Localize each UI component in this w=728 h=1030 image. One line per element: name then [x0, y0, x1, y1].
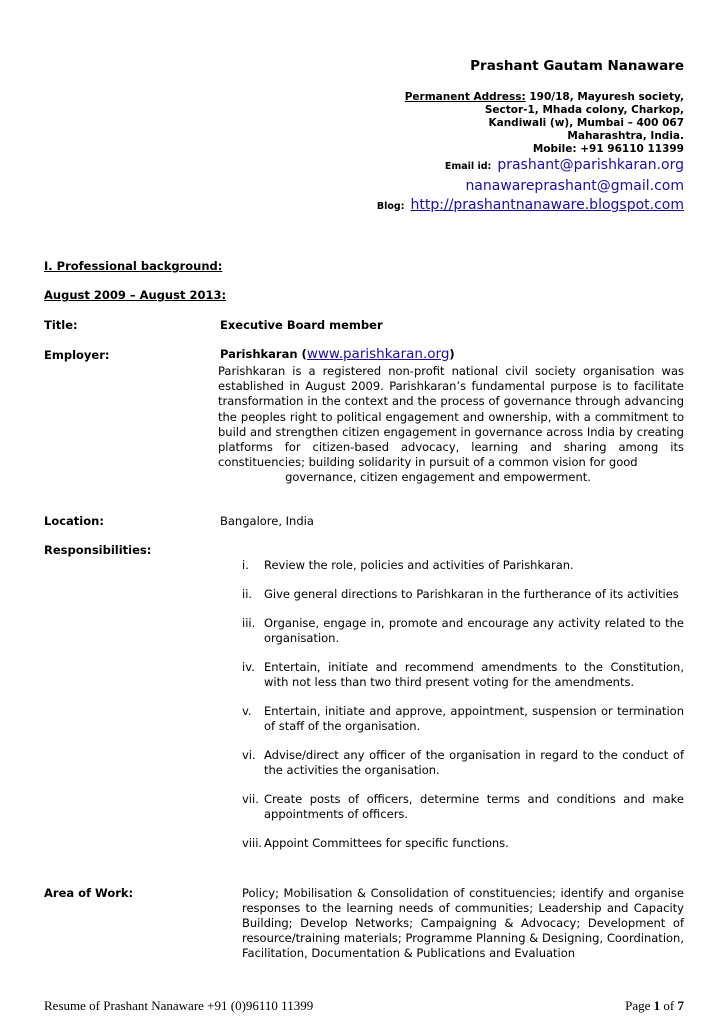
resume-header: [300, 58, 684, 215]
email-row: [300, 156, 684, 175]
responsibilities-list: [242, 558, 684, 865]
list-item-text: Organise, engage in, promote and encourage any activity related to the organisation.: [264, 616, 684, 645]
candidate-name: Prashant Gautam Nanaware: [470, 58, 684, 74]
employer-description-last-line: governance, citizen engagement and empowerment.: [285, 470, 591, 485]
address-text-1: 190/18, Mayuresh society,: [529, 91, 684, 103]
blog-row: [300, 196, 684, 215]
title-label: Title:: [44, 318, 78, 332]
list-item-number: v.: [242, 704, 252, 718]
title-value: Executive Board member: [220, 318, 383, 332]
list-item: [242, 587, 684, 602]
employer-description-text: Parishkaran is a registered non-profit national civil society organisation was established in August 2009. Parishkaran’s fundamental purpose is to facilitate transformation in the context and the process of governance through advancing the peoples right to political engagement and ownership, with a commitment to build and strengthen citizen engagement in governance across India by creating platforms for citizen-based advocacy, learning and sharing among its constituencies; building solidarity in pursuit of a common vision for good: [218, 364, 684, 470]
blog-link[interactable]: http://prashantnanaware.blogspot.com: [410, 197, 684, 213]
list-item-text: Advise/direct any officer of the organisation in regard to the conduct of the activities the organisation.: [264, 748, 684, 777]
list-item-number: ii.: [242, 587, 253, 601]
list-item: [242, 558, 684, 573]
list-item: [242, 792, 684, 822]
list-item-text: Create posts of officers, determine terms and conditions and make appointments of officers.: [264, 792, 684, 821]
list-item-text: Appoint Committees for specific functions.: [264, 836, 509, 850]
list-item-number: vii.: [242, 792, 259, 806]
employer-close-paren: ): [449, 347, 455, 361]
list-item-number: vi.: [242, 748, 256, 762]
area-of-work-text: Policy; Mobilisation & Consolidation of constituencies; identify and organise responses to the learning needs of communities; Leadership and Capacity Building; Develop Networks; Campaigning & Advocacy; Development of resource/training materials; Programme Planning & Designing, Coordination, Facilitation, Documentation & Publications and Evaluation: [242, 886, 684, 960]
address-line-4: Maharashtra, India.: [567, 130, 684, 142]
list-item-number: iii.: [242, 616, 256, 630]
employer-name: Parishkaran (: [220, 347, 307, 361]
list-item-text: Give general directions to Parishkaran in the furtherance of its activities: [264, 587, 679, 601]
address-label: Permanent Address:: [404, 91, 526, 103]
address-line-2: Sector-1, Mhada colony, Charkop,: [484, 104, 684, 116]
section-heading: I. Professional background:: [44, 259, 223, 273]
list-item: [242, 660, 684, 690]
footer-total-pages: 7: [677, 998, 684, 1013]
employer-value: [220, 346, 455, 362]
email-secondary-link[interactable]: nanawareprashant@gmail.com: [465, 178, 684, 194]
list-item-number: viii.: [242, 836, 263, 850]
list-item: [242, 616, 684, 646]
list-item: [242, 748, 684, 778]
email-label: Email id:: [444, 161, 492, 172]
footer-resume-contact: Resume of Prashant Nanaware +91 (0)96110 11399: [44, 998, 314, 1013]
list-item: [242, 704, 684, 734]
footer-of-word: of: [663, 998, 675, 1013]
list-item-number: iv.: [242, 660, 255, 674]
footer-page-word: Page: [625, 998, 651, 1013]
list-item-text: Entertain, initiate and recommend amendments to the Constitution, with not less than two third present voting for the amendments.: [264, 660, 684, 689]
list-item-text: Review the role, policies and activities of Parishkaran.: [264, 558, 574, 572]
responsibilities-label: Responsibilities:: [44, 543, 152, 557]
list-item: [242, 836, 684, 851]
email-primary-link[interactable]: prashant@parishkaran.org: [497, 157, 684, 173]
area-of-work-label: Area of Work:: [44, 886, 134, 900]
employer-label: Employer:: [44, 348, 110, 362]
location-value: Bangalore, India: [220, 514, 314, 528]
email-secondary-row: [300, 175, 684, 196]
address-line-1: [300, 91, 684, 104]
employer-website-link[interactable]: www.parishkaran.org: [306, 346, 450, 362]
list-item-text: Entertain, initiate and approve, appointment, suspension or termination of staff of the organisation.: [264, 704, 684, 733]
mobile-number: Mobile: +91 96110 11399: [532, 143, 684, 155]
footer-current-page: 1: [653, 998, 661, 1013]
location-label: Location:: [44, 514, 104, 528]
footer-page-number: [625, 998, 684, 1014]
address-line-3: Kandiwali (w), Mumbai – 400 067: [488, 117, 684, 129]
list-item-number: i.: [242, 558, 249, 572]
employer-description: [218, 364, 684, 486]
employment-period: August 2009 – August 2013:: [44, 288, 227, 302]
blog-label: Blog:: [376, 201, 405, 212]
